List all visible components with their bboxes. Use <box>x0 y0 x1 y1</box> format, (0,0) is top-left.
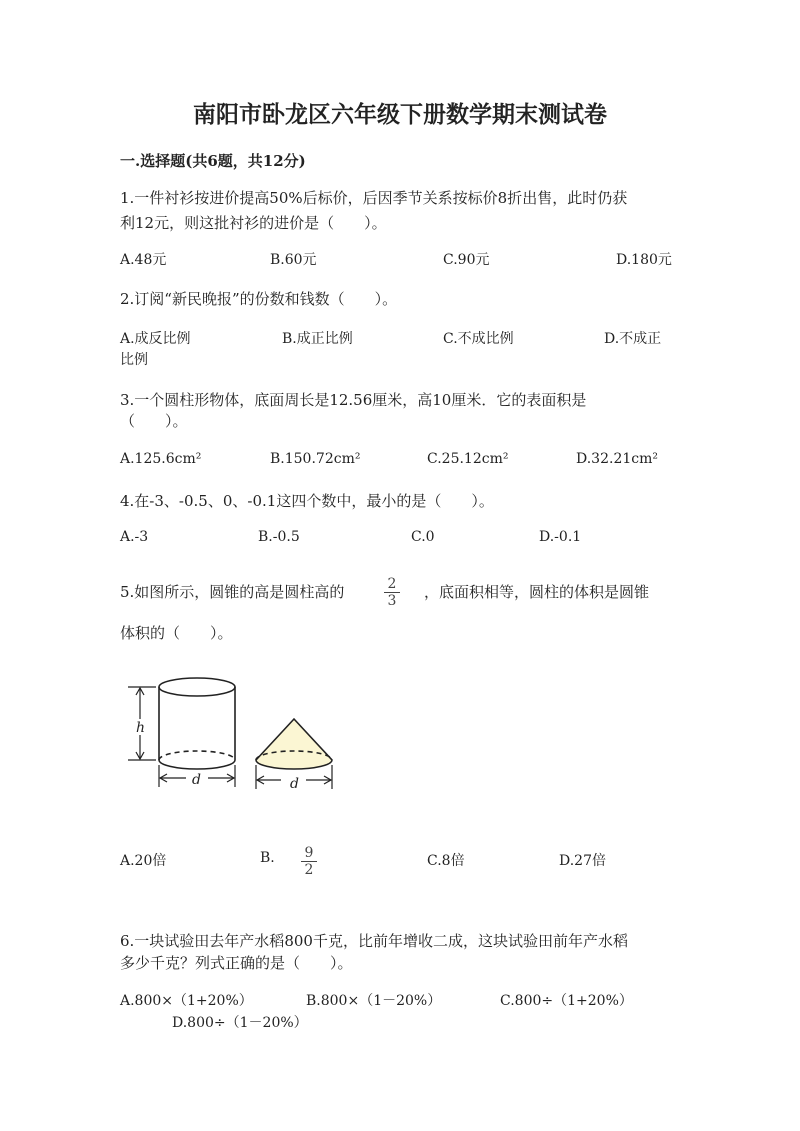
q3-option-c: C.25.12cm² <box>427 451 509 467</box>
q3-option-d: D.32.21cm² <box>576 451 658 467</box>
question-1-line-1: 1.一件衬衫按进价提高50%后标价，后因季节关系按标价8折出售，此时仍获 <box>120 189 628 207</box>
q5-option-b-denominator: 2 <box>304 862 314 878</box>
question-5-line-1b: ，底面积相等，圆柱的体积是圆锥 <box>424 583 650 601</box>
question-6-line-2: 多少千克？列式正确的是（ ）。 <box>120 954 353 972</box>
q3-option-b: B.150.72cm² <box>270 451 361 467</box>
q5-option-a: A.20倍 <box>120 853 167 869</box>
cylinder-cone-figure <box>118 675 348 800</box>
q1-option-a: A.48元 <box>120 252 167 268</box>
q5-option-b-numerator: 9 <box>301 845 317 862</box>
page-title: 南阳市卧龙区六年级下册数学期末测试卷 <box>193 101 607 128</box>
cylinder <box>159 678 235 769</box>
q2-option-c: C.不成比例 <box>443 331 514 347</box>
q5-option-d: D.27倍 <box>559 853 606 869</box>
q6-option-b: B.800×（1－20%） <box>306 993 442 1009</box>
question-1-line-2: 利12元，则这批衬衫的进价是（ ）。 <box>120 214 387 232</box>
cylinder-diameter-label: d <box>192 772 201 788</box>
q2-option-d-wrap: 比例 <box>120 352 148 368</box>
q5-option-b-fraction <box>301 845 317 878</box>
question-6-line-1: 6.一块试验田去年产水稻800千克，比前年增收二成，这块试验田前年产水稻 <box>120 932 628 950</box>
cone <box>256 719 332 769</box>
q4-option-c: C.0 <box>411 529 435 545</box>
q5-fraction-denominator: 3 <box>387 593 397 609</box>
q3-option-a: A.125.6cm² <box>120 451 202 467</box>
question-3-line-1: 3.一个圆柱形物体，底面周长是12.56厘米，高10厘米．它的表面积是 <box>120 391 587 409</box>
q1-option-b: B.60元 <box>270 252 317 268</box>
question-5-line-1a: 5.如图所示，圆锥的高是圆柱高的 <box>120 583 345 601</box>
q1-option-d: D.180元 <box>616 252 672 268</box>
q6-option-a: A.800×（1+20%） <box>120 993 253 1009</box>
q5-fraction-numerator: 2 <box>384 576 400 593</box>
q6-option-c: C.800÷（1+20%） <box>500 993 633 1009</box>
q2-option-b: B.成正比例 <box>282 331 353 347</box>
q4-option-a: A.-3 <box>120 529 149 545</box>
question-3-line-2: （ ）。 <box>120 412 188 430</box>
question-5-line-2: 体积的（ ）。 <box>120 624 233 642</box>
cone-diameter-label: d <box>290 776 299 792</box>
question-2-line-1: 2.订阅“新民晚报”的份数和钱数（ ）。 <box>120 290 398 308</box>
q2-option-a: A.成反比例 <box>120 331 191 347</box>
q4-option-b: B.-0.5 <box>258 529 300 545</box>
height-label: h <box>136 720 146 736</box>
q5-option-b: B. <box>260 850 275 866</box>
q6-option-d: D.800÷（1－20%） <box>172 1015 308 1031</box>
q4-option-d: D.-0.1 <box>539 529 582 545</box>
section-heading: 一.选择题(共6题，共12分) <box>120 152 306 170</box>
q2-option-d: D.不成正 <box>604 331 662 347</box>
question-4-line-1: 4.在-3、-0.5、0、-0.1这四个数中，最小的是（ ）。 <box>120 492 494 510</box>
q1-option-c: C.90元 <box>443 252 490 268</box>
q5-fraction <box>384 576 400 609</box>
q5-option-c: C.8倍 <box>427 853 465 869</box>
